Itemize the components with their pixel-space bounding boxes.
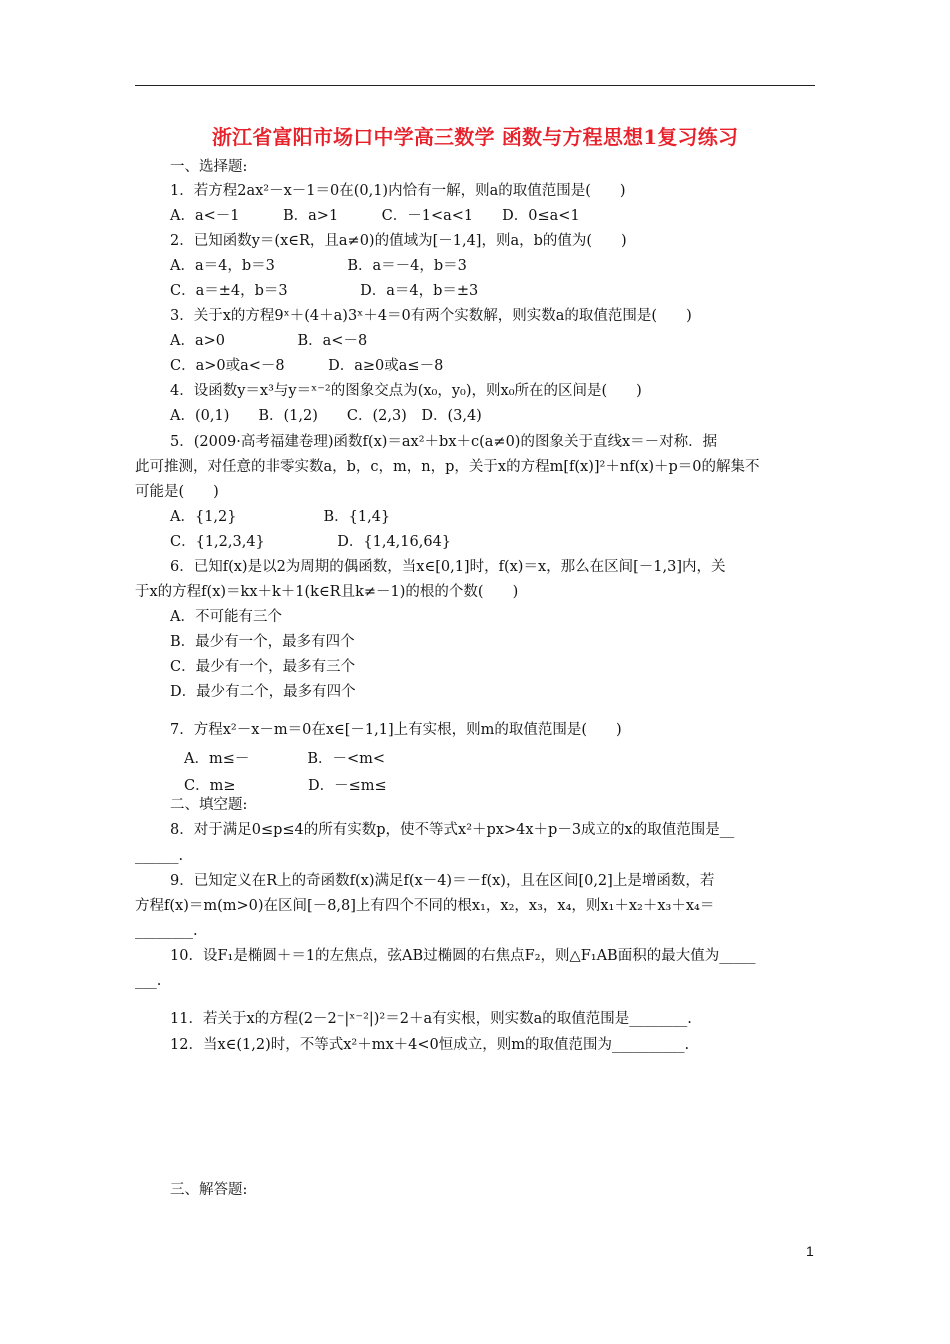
question-11: 11．若关于x的方程(2－2⁻|ˣ⁻²|)²＝2＋a有实根，则实数a的取值范围是________. (170, 1011, 692, 1027)
page-number: 1 (806, 1243, 814, 1259)
question-3-options-cd: C．a>0或a<－8 D．a≥0或a≤－8 (170, 358, 444, 374)
question-5-cont: 此可推测，对任意的非零实数a，b，c，m，n，p，关于x的方程m[f(x)]²＋nf(x)＋p＝0的解集不 (135, 459, 760, 475)
question-7-options-cd: C．m≥ D．－≤m≤ (184, 778, 387, 794)
question-6-option-a: A．不可能有三个 (170, 609, 282, 625)
question-5-options-ab: A．{1,2} B．{1,4} (170, 509, 391, 525)
question-9: 9．已知定义在R上的奇函数f(x)满足f(x－4)＝－f(x)，且在区间[0,2]上是增函数，若 (170, 873, 715, 889)
question-3-options-ab: A．a>0 B．a<－8 (170, 333, 368, 349)
question-6-option-d: D．最少有二个，最多有四个 (170, 684, 356, 700)
question-8-cont: ______. (135, 848, 184, 864)
question-5-cont-2: 可能是( ) (135, 484, 219, 500)
question-2-options-ab: A．a＝4，b＝3 B．a＝－4，b＝3 (170, 258, 467, 274)
section-choice: 一、选择题: (170, 159, 248, 175)
document-title: 浙江省富阳市场口中学高三数学 函数与方程思想1复习练习 (211, 125, 739, 149)
question-1: 1．若方程2ax²－x－1＝0在(0,1)内恰有一解，则a的取值范围是( ) (170, 183, 626, 199)
question-9-cont-2: ________. (135, 923, 198, 939)
question-5-options-cd: C．{1,2,3,4} D．{1,4,16,64} (170, 534, 452, 550)
question-6-cont: 于x的方程f(x)＝kx＋k＋1(k∈R且k≠－1)的根的个数( ) (135, 584, 519, 600)
question-12: 12．当x∈(1,2)时，不等式x²＋mx＋4<0恒成立，则m的取值范围为__________. (170, 1037, 690, 1053)
question-2-options-cd: C．a＝±4，b＝3 D．a＝4，b＝±3 (170, 283, 479, 299)
question-3: 3．关于x的方程9ˣ＋(4＋a)3ˣ＋4＝0有两个实数解，则实数a的取值范围是( ) (170, 308, 692, 324)
question-10: 10．设F₁是椭圆＋＝1的左焦点，弦AB过椭圆的右焦点F₂，则△F₁AB面积的最大值为_____ (170, 948, 756, 964)
question-6-option-b: B．最少有一个，最多有四个 (170, 634, 355, 650)
question-4-options: A．(0,1) B．(1,2) C．(2,3) D．(3,4) (170, 408, 482, 424)
question-4: 4．设函数y＝x³与y＝ˣ⁻²的图象交点为(x₀，y₀)，则x₀所在的区间是( ) (170, 383, 642, 399)
question-10-cont: ___. (135, 973, 162, 989)
question-7-options-ab: A．m≤－ B．－<m< (184, 751, 386, 767)
question-9-cont: 方程f(x)＝m(m>0)在区间[－8,8]上有四个不同的根x₁，x₂，x₃，x₄，则x₁＋x₂＋x₃＋x₄＝ (135, 898, 715, 914)
header-rule (135, 85, 815, 86)
question-8: 8．对于满足0≤p≤4的所有实数p，使不等式x²＋px>4x＋p－3成立的x的取值范围是__ (170, 822, 735, 838)
question-6: 6．已知f(x)是以2为周期的偶函数，当x∈[0,1]时，f(x)＝x，那么在区间[－1,3]内，关 (170, 559, 726, 575)
question-1-options: A．a<－1 B．a>1 C．－1<a<1 D．0≤a<1 (170, 208, 580, 224)
question-7: 7．方程x²－x－m＝0在x∈[－1,1]上有实根，则m的取值范围是( ) (170, 722, 622, 738)
section-fill: 二、填空题: (170, 797, 248, 813)
question-6-option-c: C．最少有一个，最多有三个 (170, 659, 356, 675)
section-answer: 三、解答题: (170, 1182, 248, 1198)
question-2: 2．已知函数y＝(x∈R，且a≠0)的值域为[－1,4]，则a，b的值为( ) (170, 233, 627, 249)
question-5: 5．(2009·高考福建卷理)函数f(x)＝ax²＋bx＋c(a≠0)的图象关于直线x＝－对称．据 (170, 434, 718, 450)
